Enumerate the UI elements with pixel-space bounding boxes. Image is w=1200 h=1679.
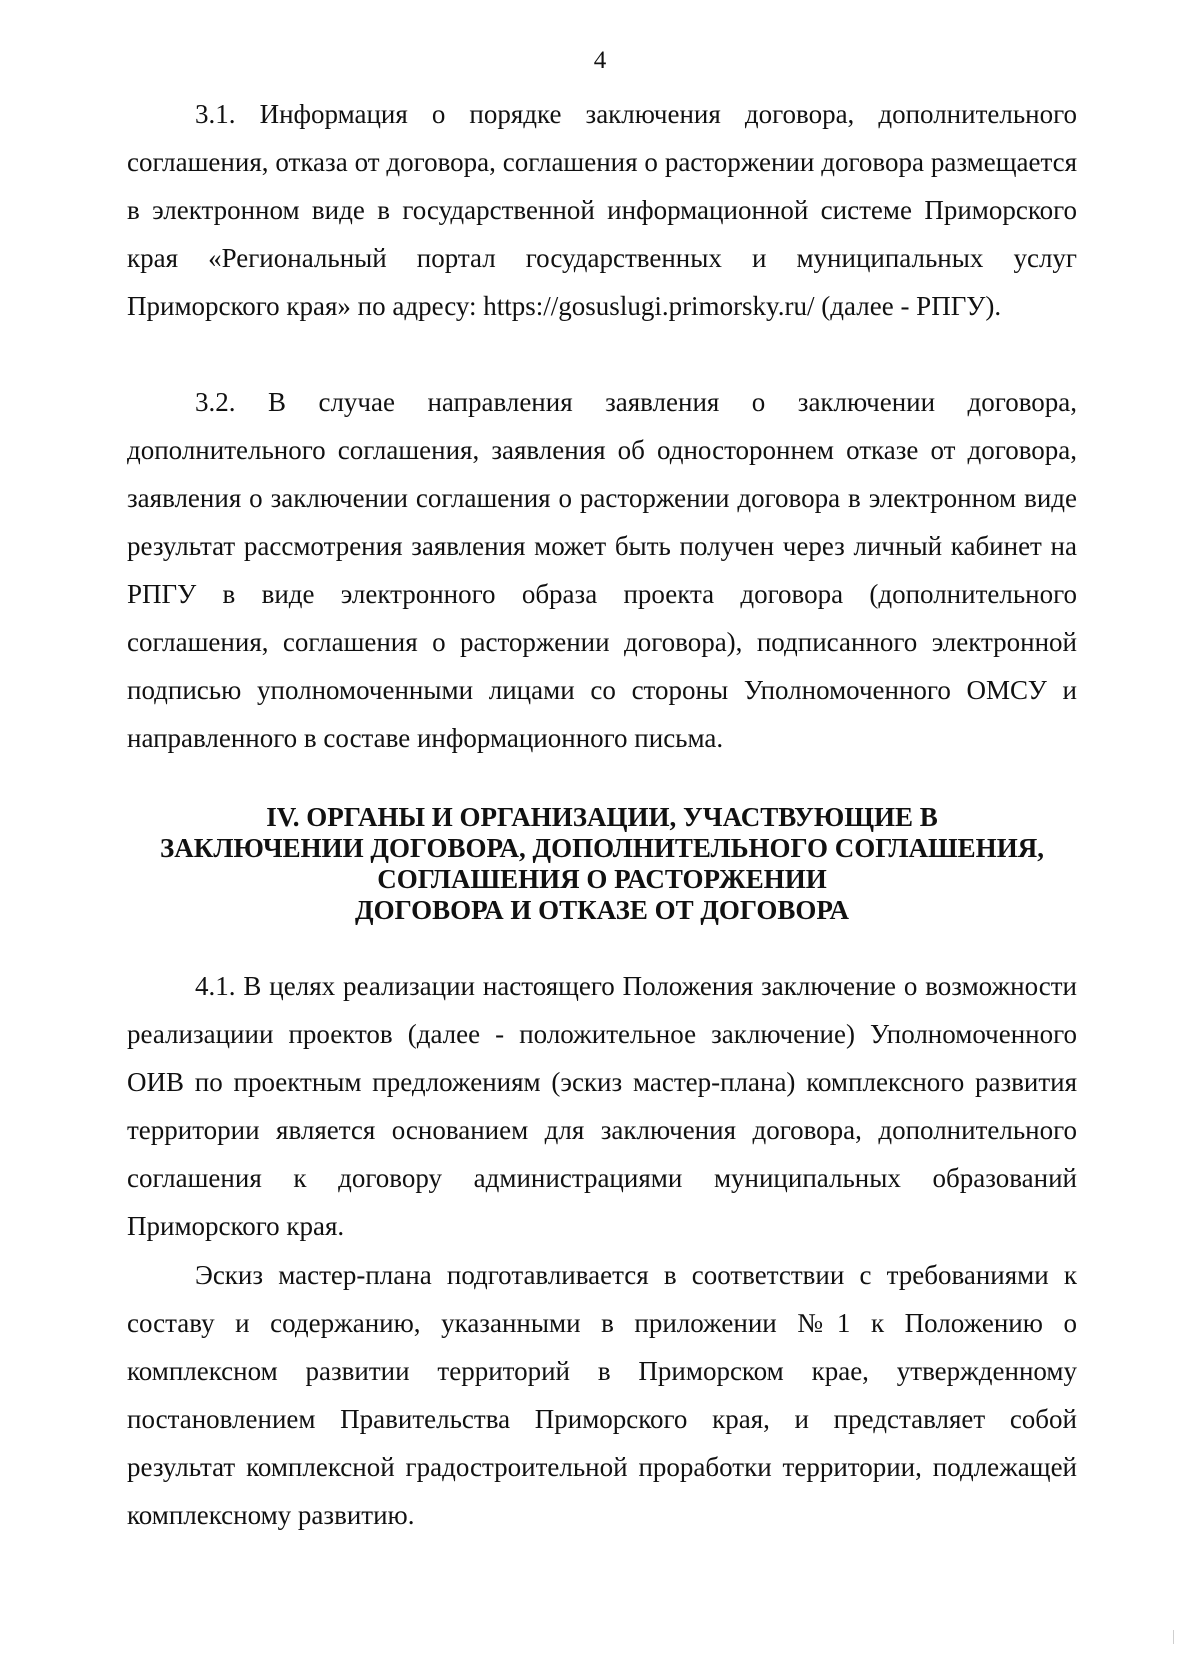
paragraph-3-2-text: 3.2. В случае направления заявления о заключении договора, дополнительного соглашения, заявления об одностороннем отказе от договора, заявления о заключении соглашения о расторжении договора в электронном виде результат рассмотрения заявления может быть получен через личный кабинет на РПГУ в виде электронного образа проекта договора (дополнительного соглашения, соглашения о расторжении договора), подписанного электронной подписью уполномоченными лицами со стороны Уполномоченного ОМСУ и направленного в составе информационного письма. — [127, 387, 1077, 753]
section-title-line-2: ЗАКЛЮЧЕНИИ ДОГОВОРА, ДОПОЛНИТЕЛЬНОГО СОГЛАШЕНИЯ, — [160, 833, 1044, 863]
section-title-line-1: IV. ОРГАНЫ И ОРГАНИЗАЦИИ, УЧАСТВУЮЩИЕ В — [266, 802, 938, 832]
paragraph-3-1 — [127, 90, 1077, 330]
paragraph-4-1-text: 4.1. В целях реализации настоящего Положения заключение о возможности реализациии проектов (далее - положительное заключение) Уполномоченного ОИВ по проектным предложениям (эскиз мастер-плана) комплексного развития территории является основанием для заключения договора, дополнительного соглашения к договору администрациями муниципальных образований Приморского края. — [127, 971, 1077, 1241]
paragraph-4-1 — [127, 962, 1077, 1250]
scan-edge-mark — [1173, 1630, 1174, 1644]
page-number: 4 — [593, 47, 607, 74]
section-title — [127, 802, 1077, 926]
paragraph-4-2-text: Эскиз мастер-плана подготавливается в соответствии с требованиями к составу и содержанию, указанными в приложении №1 к Положению о комплексном развитии территорий в Приморском крае, утвержденному постановлением Правительства Приморского края, и представляет собой результат комплексной градостроительной проработки территории, подлежащей комплексному развитию. — [127, 1260, 1077, 1530]
section-title-line-4: ДОГОВОРА И ОТКАЗЕ ОТ ДОГОВОРА — [355, 895, 849, 925]
paragraph-3-1-text: 3.1. Информация о порядке заключения договора, дополнительного соглашения, отказа от договора, соглашения о расторжении договора размещается в электронном виде в государственной информационной системе Приморского края «Региональный портал государственных и муниципальных услуг Приморского края» по адресу: https://gosuslugi.primorsky.ru/ (далее - РПГУ). — [127, 99, 1077, 321]
paragraph-3-2 — [127, 378, 1077, 762]
paragraph-4-2 — [127, 1251, 1077, 1539]
section-title-line-3: СОГЛАШЕНИЯ О РАСТОРЖЕНИИ — [377, 864, 827, 894]
